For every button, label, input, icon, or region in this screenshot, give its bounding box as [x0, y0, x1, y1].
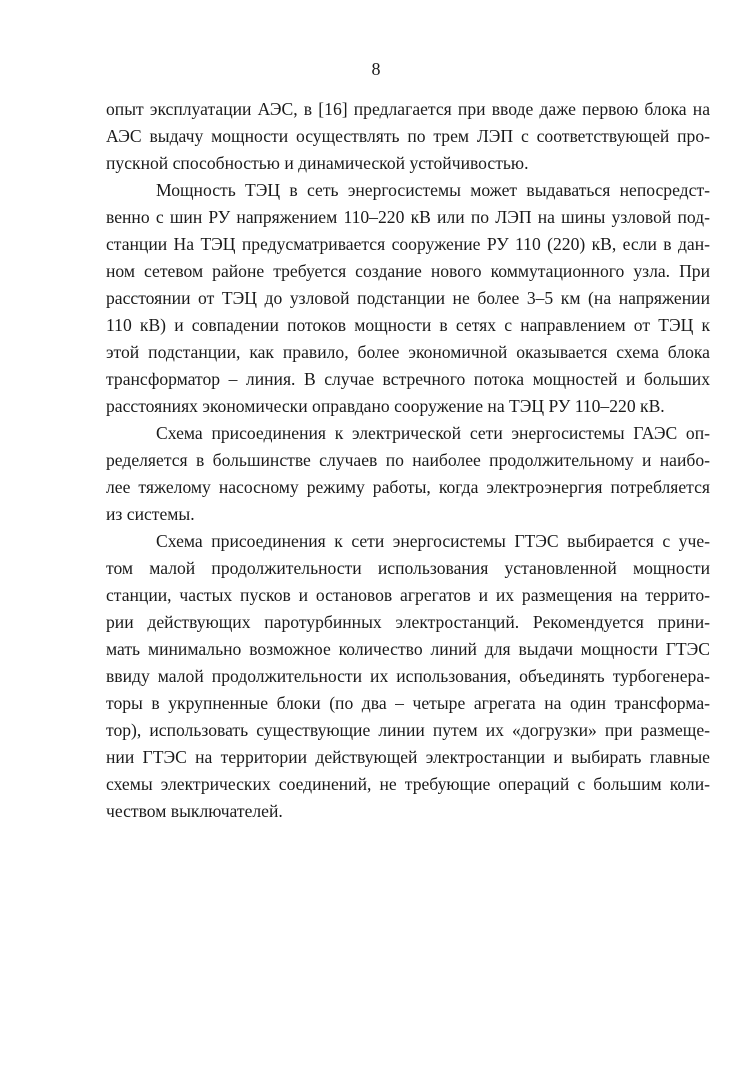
- text-line: том малой продолжительности использования установленной мощности: [106, 558, 710, 578]
- text-line: лее тяжелому насосному режиму работы, когда электроэнергия потребляется: [106, 477, 710, 497]
- text-line: тор), использовать существующие линии путем их «догрузки» при размеще-: [106, 720, 710, 740]
- text-line: ном сетевом районе требуется создание нового коммутационного узла. При: [106, 261, 710, 281]
- text-line: венно с шин РУ напряжением 110–220 кВ или по ЛЭП на шины узловой под-: [106, 207, 710, 227]
- paragraph-3: [106, 420, 710, 528]
- text-line: опыт эксплуатации АЭС, в [16] предлагается при вводе даже первою блока на: [106, 99, 710, 119]
- text-line: ввиду малой продолжительности их использования, объединять турбогенера-: [106, 666, 710, 686]
- text-line: из системы.: [106, 504, 195, 524]
- text-line: расстояниях экономически оправдано сооружение на ТЭЦ РУ 110–220 кВ.: [106, 396, 665, 416]
- text-line: станции На ТЭЦ предусматривается сооружение РУ 110 (220) кВ, если в дан-: [106, 234, 710, 254]
- text-line: Схема присоединения к сети энергосистемы ГТЭС выбирается с уче-: [156, 531, 710, 551]
- body-text: [106, 96, 710, 825]
- text-line: Схема присоединения к электрической сети энергосистемы ГАЭС оп-: [156, 423, 710, 443]
- text-line: Мощность ТЭЦ в сеть энергосистемы может выдаваться непосредст-: [156, 180, 710, 200]
- text-line: мать минимально возможное количество линий для выдачи мощности ГТЭС: [106, 639, 710, 659]
- paragraph-2: [106, 177, 710, 420]
- text-line: схемы электрических соединений, не требующие операций с большим коли-: [106, 774, 710, 794]
- text-line: станции, частых пусков и остановов агрегатов и их размещения на террито-: [106, 585, 710, 605]
- text-line: трансформатор – линия. В случае встречного потока мощностей и больших: [106, 369, 710, 389]
- text-line: чеством выключателей.: [106, 801, 283, 821]
- paragraph-1: [106, 96, 710, 177]
- text-line: АЭС выдачу мощности осуществлять по трем ЛЭП с соответствующей про-: [106, 126, 710, 146]
- text-line: рии действующих паротурбинных электростанций. Рекомендуется прини-: [106, 612, 710, 632]
- text-line: торы в укрупненные блоки (по два – четыре агрегата на один трансформа-: [106, 693, 710, 713]
- text-line: нии ГТЭС на территории действующей электростанции и выбирать главные: [106, 747, 710, 767]
- paragraph-4: [106, 528, 710, 825]
- text-line: этой подстанции, как правило, более экономичной оказывается схема блока: [106, 342, 710, 362]
- text-line: расстоянии от ТЭЦ до узловой подстанции не более 3–5 км (на напряжении: [106, 288, 710, 308]
- text-line: 110 кВ) и совпадении потоков мощности в сетях с направлением от ТЭЦ к: [106, 315, 710, 335]
- text-line: ределяется в большинстве случаев по наиболее продолжительному и наибо-: [106, 450, 710, 470]
- text-line: пускной способностью и динамической устойчивостью.: [106, 153, 529, 173]
- page-number: 8: [371, 59, 381, 79]
